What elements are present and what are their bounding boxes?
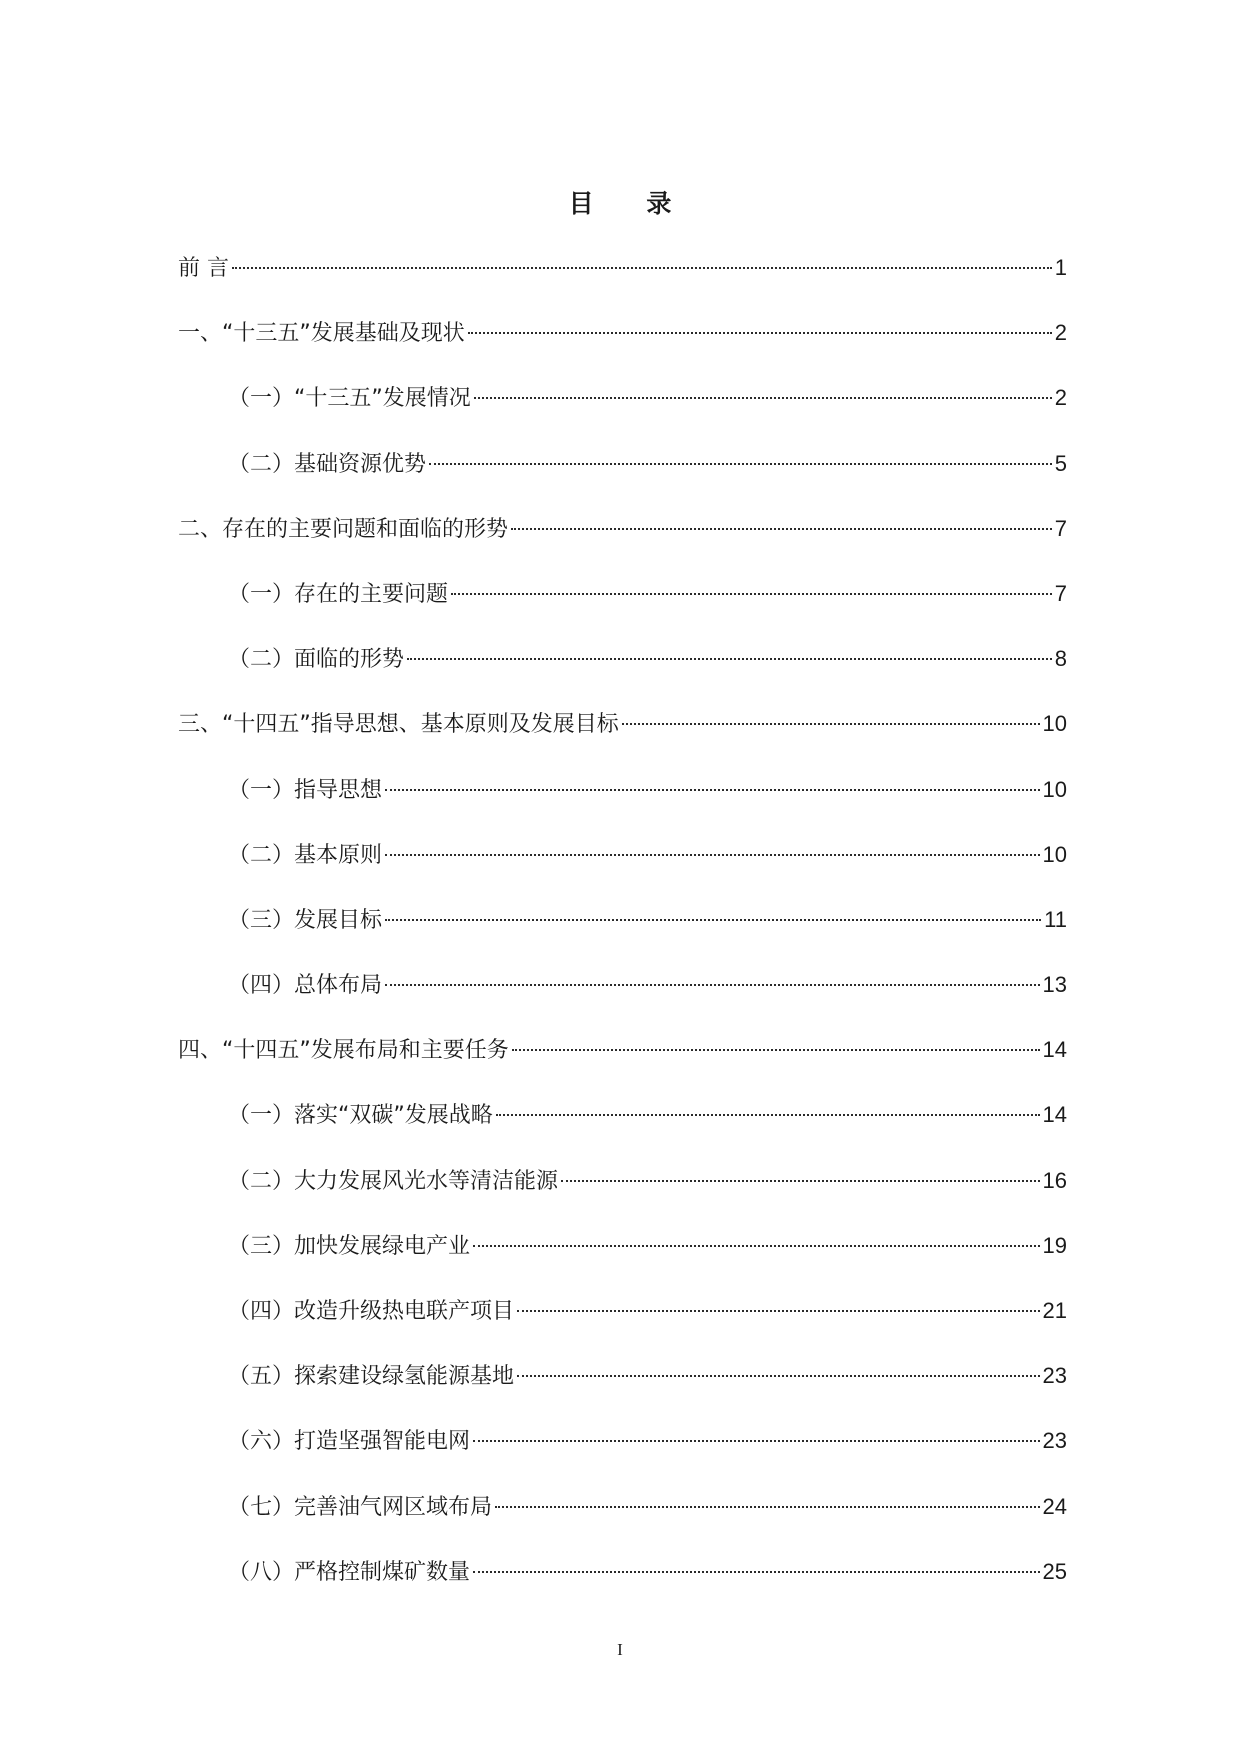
toc-entry-text: （二）面临的形势 (228, 647, 405, 673)
toc-entry[interactable] (178, 835, 1067, 900)
toc-entry[interactable] (178, 1161, 1067, 1226)
toc-leader-dots (407, 658, 1052, 660)
toc-entry[interactable] (178, 378, 1067, 443)
toc-entry-page: 14 (1042, 1037, 1067, 1063)
toc-entry-page: 7 (1054, 515, 1067, 541)
toc-entry-page: 25 (1042, 1558, 1067, 1584)
toc-entry[interactable] (178, 574, 1067, 639)
toc-entry[interactable] (178, 1552, 1067, 1617)
toc-entry-page: 23 (1042, 1428, 1067, 1454)
toc-entry-page: 16 (1042, 1167, 1067, 1193)
toc-entry-page: 2 (1054, 320, 1067, 346)
toc-entry-page: 2 (1054, 385, 1067, 411)
toc-entry-text: （六）打造坚强智能电网 (228, 1429, 471, 1455)
toc-entry-text: （一）存在的主要问题 (228, 581, 449, 607)
toc-entry-page: 24 (1042, 1493, 1067, 1519)
toc-leader-dots (385, 789, 1040, 791)
toc-entry-text: （二）基础资源优势 (228, 451, 427, 477)
toc-leader-dots (512, 1049, 1040, 1051)
toc-leader-dots (429, 463, 1052, 465)
toc-entry[interactable] (178, 704, 1067, 769)
toc-entry-page: 8 (1054, 646, 1067, 672)
toc-leader-dots (561, 1180, 1040, 1182)
toc-leader-dots (517, 1310, 1040, 1312)
toc-entry-page: 19 (1042, 1232, 1067, 1258)
toc-entry-page: 5 (1054, 450, 1067, 476)
toc-entry-page: 14 (1042, 1102, 1067, 1128)
toc-entry-text: 一、“十三五”发展基础及现状 (178, 321, 465, 347)
toc-entry[interactable] (178, 639, 1067, 704)
toc-entry-page: 13 (1042, 972, 1067, 998)
toc-leader-dots (511, 528, 1052, 530)
toc-leader-dots (474, 397, 1052, 399)
toc-entry[interactable] (178, 1095, 1067, 1160)
toc-leader-dots (468, 332, 1052, 334)
page-number: I (617, 1640, 623, 1659)
toc-leader-dots (517, 1375, 1040, 1377)
toc-entry[interactable] (178, 770, 1067, 835)
toc-entry[interactable] (178, 313, 1067, 378)
toc-entry[interactable] (178, 1226, 1067, 1291)
toc-entry-text: （四）改造升级热电联产项目 (228, 1299, 515, 1324)
toc-entry[interactable] (178, 900, 1067, 965)
toc-entry-text: （八）严格控制煤矿数量 (228, 1559, 471, 1585)
toc-entry[interactable] (178, 509, 1067, 574)
toc-entry[interactable] (178, 965, 1067, 1030)
toc-entry-text: （一）“十三五”发展情况 (228, 386, 471, 412)
toc-entry[interactable] (178, 1356, 1067, 1421)
toc-leader-dots (495, 1506, 1040, 1508)
toc-leader-dots (473, 1571, 1040, 1573)
toc-entry-text: （一）指导思想 (228, 777, 383, 803)
toc-entry-text: 三、“十四五”指导思想、基本原则及发展目标 (178, 712, 619, 738)
toc-entry-page: 7 (1054, 580, 1067, 606)
toc-entry-text: （五）探索建设绿氢能源基地 (228, 1364, 515, 1390)
toc-title: 目 录 (568, 189, 694, 218)
toc-entry-page: 11 (1044, 906, 1067, 932)
toc-leader-dots (232, 267, 1052, 269)
toc-leader-dots (385, 919, 1041, 921)
toc-leader-dots (473, 1245, 1040, 1247)
toc-entry[interactable] (178, 1030, 1067, 1095)
toc-entry[interactable] (178, 1487, 1067, 1552)
toc-leader-dots (385, 984, 1040, 986)
toc-entry-page: 23 (1042, 1363, 1067, 1389)
toc-entry-text: （一）落实“双碳”发展战略 (228, 1103, 493, 1129)
toc-list (178, 248, 1067, 1617)
toc-entry-page: 10 (1042, 841, 1067, 867)
toc-entry[interactable] (178, 1421, 1067, 1486)
toc-entry-text: （三）发展目标 (228, 907, 383, 933)
toc-entry-page: 1 (1054, 255, 1067, 280)
toc-entry-text: （四）总体布局 (228, 973, 383, 999)
toc-entry[interactable] (178, 1291, 1067, 1356)
toc-entry-text: （二）基本原则 (228, 842, 383, 868)
toc-entry-text: （三）加快发展绿电产业 (228, 1233, 471, 1259)
toc-leader-dots (622, 723, 1040, 725)
toc-leader-dots (385, 854, 1040, 856)
toc-entry-text: （七）完善油气网区域布局 (228, 1494, 493, 1520)
toc-entry-text: 四、“十四五”发展布局和主要任务 (178, 1038, 509, 1064)
toc-leader-dots (451, 593, 1052, 595)
toc-entry-text: 前 言 (178, 256, 229, 281)
toc-entry-page: 10 (1042, 776, 1067, 802)
toc-entry-text: （二）大力发展风光水等清洁能源 (228, 1168, 559, 1194)
toc-entry[interactable] (178, 444, 1067, 509)
toc-leader-dots (473, 1440, 1040, 1442)
toc-entry-page: 21 (1042, 1298, 1067, 1323)
toc-entry[interactable] (178, 248, 1067, 313)
toc-leader-dots (496, 1114, 1040, 1116)
toc-entry-text: 二、存在的主要问题和面临的形势 (178, 516, 509, 542)
toc-entry-page: 10 (1042, 711, 1067, 737)
